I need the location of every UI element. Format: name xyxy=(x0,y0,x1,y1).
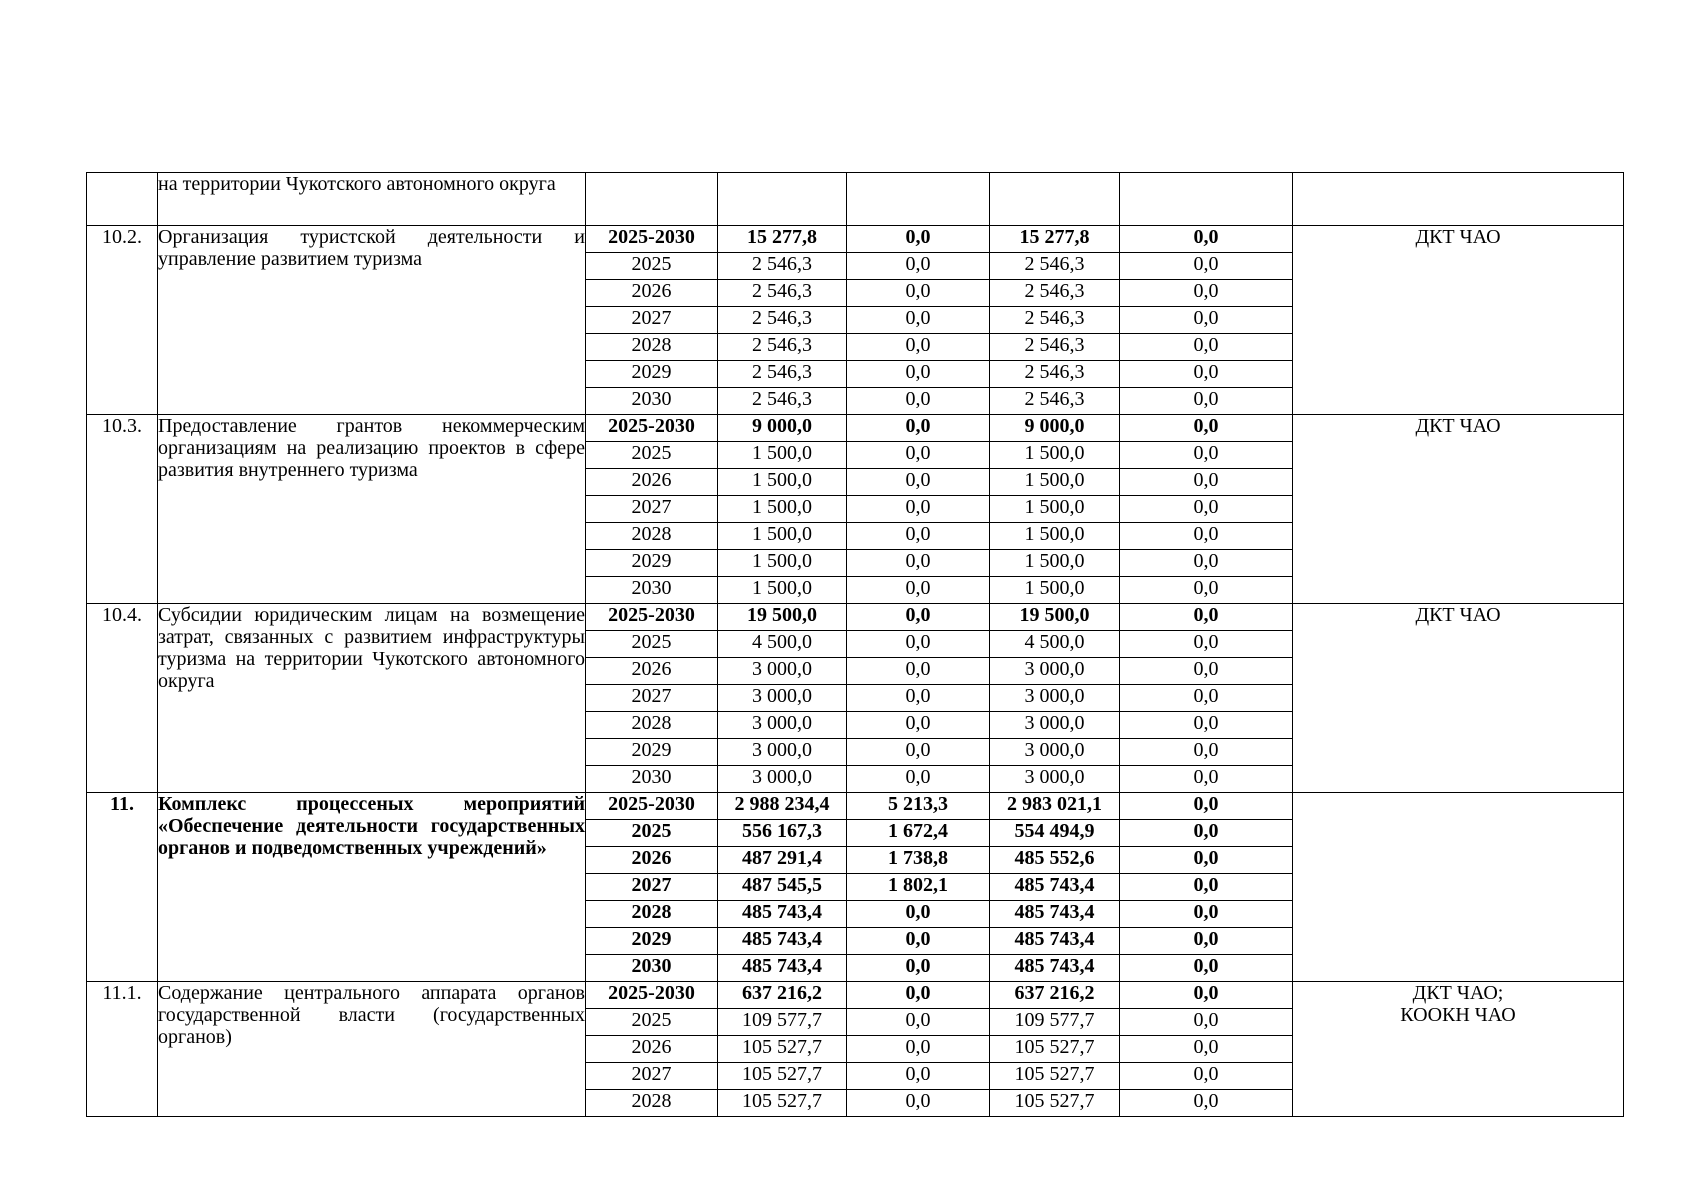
item-number: 10.4. xyxy=(87,604,158,793)
total-cell: 556 167,3 xyxy=(718,820,847,847)
other-cell: 0,0 xyxy=(1120,982,1293,1009)
other-cell: 0,0 xyxy=(1120,766,1293,793)
other-cell: 0,0 xyxy=(1120,928,1293,955)
continuation-description: на территории Чукотского автономного округа xyxy=(158,173,586,226)
regional-cell: 2 546,3 xyxy=(990,253,1120,280)
other-cell: 0,0 xyxy=(1120,577,1293,604)
period-cell: 2025-2030 xyxy=(586,982,718,1009)
regional-cell: 2 546,3 xyxy=(990,280,1120,307)
continuation-row xyxy=(87,173,1624,226)
period-cell: 2028 xyxy=(586,712,718,739)
period-cell: 2029 xyxy=(586,361,718,388)
regional-cell: 105 527,7 xyxy=(990,1036,1120,1063)
regional-cell: 2 546,3 xyxy=(990,388,1120,415)
total-cell: 19 500,0 xyxy=(718,604,847,631)
other-cell: 0,0 xyxy=(1120,361,1293,388)
total-cell: 1 500,0 xyxy=(718,496,847,523)
regional-cell: 2 546,3 xyxy=(990,307,1120,334)
other-cell: 0,0 xyxy=(1120,631,1293,658)
executor-cell xyxy=(1293,604,1624,793)
regional-cell: 105 527,7 xyxy=(990,1063,1120,1090)
period-cell: 2030 xyxy=(586,577,718,604)
total-cell: 1 500,0 xyxy=(718,523,847,550)
regional-cell: 1 500,0 xyxy=(990,550,1120,577)
other-cell: 0,0 xyxy=(1120,901,1293,928)
executor-name: ДКТ ЧАО; xyxy=(1412,982,1504,1004)
federal-cell: 0,0 xyxy=(847,469,990,496)
continuation-other-cell xyxy=(1120,173,1293,226)
federal-cell: 5 213,3 xyxy=(847,793,990,820)
period-cell: 2026 xyxy=(586,847,718,874)
other-cell: 0,0 xyxy=(1120,1009,1293,1036)
executor-name: ДКТ ЧАО xyxy=(1415,415,1501,437)
federal-cell: 0,0 xyxy=(847,307,990,334)
regional-cell: 637 216,2 xyxy=(990,982,1120,1009)
total-cell: 3 000,0 xyxy=(718,658,847,685)
period-cell: 2025 xyxy=(586,442,718,469)
continuation-number-cell xyxy=(87,173,158,226)
regional-cell: 9 000,0 xyxy=(990,415,1120,442)
other-cell: 0,0 xyxy=(1120,226,1293,253)
budget-table xyxy=(86,172,1624,1117)
federal-cell: 0,0 xyxy=(847,1036,990,1063)
federal-cell: 0,0 xyxy=(847,631,990,658)
total-cell: 105 527,7 xyxy=(718,1036,847,1063)
total-cell: 2 546,3 xyxy=(718,307,847,334)
period-cell: 2027 xyxy=(586,307,718,334)
federal-cell: 0,0 xyxy=(847,1090,990,1117)
total-cell: 487 545,5 xyxy=(718,874,847,901)
period-cell: 2028 xyxy=(586,334,718,361)
period-cell: 2028 xyxy=(586,1090,718,1117)
period-cell: 2029 xyxy=(586,928,718,955)
federal-cell: 0,0 xyxy=(847,658,990,685)
regional-cell: 3 000,0 xyxy=(990,685,1120,712)
regional-cell: 1 500,0 xyxy=(990,442,1120,469)
regional-cell: 3 000,0 xyxy=(990,658,1120,685)
other-cell: 0,0 xyxy=(1120,496,1293,523)
total-cell: 105 527,7 xyxy=(718,1090,847,1117)
period-cell: 2026 xyxy=(586,469,718,496)
other-cell: 0,0 xyxy=(1120,793,1293,820)
executor-cell xyxy=(1293,415,1624,604)
regional-cell: 485 743,4 xyxy=(990,901,1120,928)
regional-cell: 485 743,4 xyxy=(990,874,1120,901)
executor-name: КООКН ЧАО xyxy=(1400,1004,1516,1026)
federal-cell: 1 672,4 xyxy=(847,820,990,847)
other-cell: 0,0 xyxy=(1120,280,1293,307)
regional-cell: 1 500,0 xyxy=(990,523,1120,550)
period-cell: 2030 xyxy=(586,388,718,415)
regional-cell: 2 546,3 xyxy=(990,361,1120,388)
item-description: Субсидии юридическим лицам на возмещение затрат, связанных с развитием инфраструктуры туризма на территории Чукотского автономного округа xyxy=(158,604,586,793)
regional-cell: 1 500,0 xyxy=(990,577,1120,604)
federal-cell: 0,0 xyxy=(847,685,990,712)
continuation-executor-cell xyxy=(1293,173,1624,226)
period-cell: 2029 xyxy=(586,739,718,766)
period-cell: 2027 xyxy=(586,1063,718,1090)
other-cell: 0,0 xyxy=(1120,523,1293,550)
period-cell: 2028 xyxy=(586,523,718,550)
other-cell: 0,0 xyxy=(1120,442,1293,469)
total-cell: 1 500,0 xyxy=(718,550,847,577)
federal-cell: 0,0 xyxy=(847,442,990,469)
federal-cell: 0,0 xyxy=(847,226,990,253)
total-cell: 15 277,8 xyxy=(718,226,847,253)
total-cell: 3 000,0 xyxy=(718,766,847,793)
table-row xyxy=(87,604,1624,631)
regional-cell: 3 000,0 xyxy=(990,739,1120,766)
other-cell: 0,0 xyxy=(1120,388,1293,415)
period-cell: 2030 xyxy=(586,766,718,793)
period-cell: 2025-2030 xyxy=(586,226,718,253)
continuation-federal-cell xyxy=(847,173,990,226)
item-description: Комплекс процессеных мероприятий «Обеспечение деятельности государственных органов и подведомственных учреждений» xyxy=(158,793,586,982)
total-cell: 1 500,0 xyxy=(718,469,847,496)
federal-cell: 0,0 xyxy=(847,388,990,415)
period-cell: 2026 xyxy=(586,280,718,307)
total-cell: 2 546,3 xyxy=(718,334,847,361)
period-cell: 2029 xyxy=(586,550,718,577)
federal-cell: 0,0 xyxy=(847,496,990,523)
regional-cell: 2 983 021,1 xyxy=(990,793,1120,820)
item-number: 11.1. xyxy=(87,982,158,1117)
item-number: 10.2. xyxy=(87,226,158,415)
other-cell: 0,0 xyxy=(1120,415,1293,442)
federal-cell: 0,0 xyxy=(847,928,990,955)
period-cell: 2030 xyxy=(586,955,718,982)
period-cell: 2025 xyxy=(586,820,718,847)
other-cell: 0,0 xyxy=(1120,469,1293,496)
other-cell: 0,0 xyxy=(1120,550,1293,577)
regional-cell: 3 000,0 xyxy=(990,712,1120,739)
federal-cell: 0,0 xyxy=(847,577,990,604)
table-body xyxy=(87,173,1624,1117)
period-cell: 2027 xyxy=(586,685,718,712)
total-cell: 2 546,3 xyxy=(718,253,847,280)
total-cell: 1 500,0 xyxy=(718,577,847,604)
period-cell: 2025-2030 xyxy=(586,604,718,631)
total-cell: 105 527,7 xyxy=(718,1063,847,1090)
federal-cell: 0,0 xyxy=(847,253,990,280)
continuation-total-cell xyxy=(718,173,847,226)
regional-cell: 19 500,0 xyxy=(990,604,1120,631)
total-cell: 637 216,2 xyxy=(718,982,847,1009)
regional-cell: 485 743,4 xyxy=(990,928,1120,955)
total-cell: 4 500,0 xyxy=(718,631,847,658)
regional-cell: 3 000,0 xyxy=(990,766,1120,793)
other-cell: 0,0 xyxy=(1120,253,1293,280)
period-cell: 2026 xyxy=(586,658,718,685)
other-cell: 0,0 xyxy=(1120,1036,1293,1063)
regional-cell: 1 500,0 xyxy=(990,496,1120,523)
federal-cell: 0,0 xyxy=(847,766,990,793)
other-cell: 0,0 xyxy=(1120,604,1293,631)
period-cell: 2028 xyxy=(586,901,718,928)
period-cell: 2027 xyxy=(586,496,718,523)
table-row xyxy=(87,415,1624,442)
federal-cell: 0,0 xyxy=(847,334,990,361)
total-cell: 2 988 234,4 xyxy=(718,793,847,820)
regional-cell: 485 552,6 xyxy=(990,847,1120,874)
executor-cell xyxy=(1293,226,1624,415)
other-cell: 0,0 xyxy=(1120,955,1293,982)
federal-cell: 0,0 xyxy=(847,604,990,631)
other-cell: 0,0 xyxy=(1120,739,1293,766)
continuation-period-cell xyxy=(586,173,718,226)
period-cell: 2027 xyxy=(586,874,718,901)
federal-cell: 0,0 xyxy=(847,523,990,550)
regional-cell: 554 494,9 xyxy=(990,820,1120,847)
regional-cell: 4 500,0 xyxy=(990,631,1120,658)
item-number: 11. xyxy=(87,793,158,982)
period-cell: 2025 xyxy=(586,631,718,658)
other-cell: 0,0 xyxy=(1120,874,1293,901)
period-cell: 2025 xyxy=(586,1009,718,1036)
federal-cell: 0,0 xyxy=(847,550,990,577)
other-cell: 0,0 xyxy=(1120,307,1293,334)
item-description: Содержание центрального аппарата органов государственной власти (государственных органов) xyxy=(158,982,586,1117)
federal-cell: 0,0 xyxy=(847,1063,990,1090)
regional-cell: 485 743,4 xyxy=(990,955,1120,982)
federal-cell: 0,0 xyxy=(847,901,990,928)
total-cell: 2 546,3 xyxy=(718,361,847,388)
item-number: 10.3. xyxy=(87,415,158,604)
period-cell: 2026 xyxy=(586,1036,718,1063)
total-cell: 3 000,0 xyxy=(718,685,847,712)
total-cell: 2 546,3 xyxy=(718,280,847,307)
total-cell: 3 000,0 xyxy=(718,739,847,766)
federal-cell: 0,0 xyxy=(847,955,990,982)
total-cell: 3 000,0 xyxy=(718,712,847,739)
total-cell: 2 546,3 xyxy=(718,388,847,415)
period-cell: 2025-2030 xyxy=(586,415,718,442)
total-cell: 485 743,4 xyxy=(718,928,847,955)
period-cell: 2025 xyxy=(586,253,718,280)
federal-cell: 0,0 xyxy=(847,361,990,388)
item-description: Предоставление грантов некоммерческим организациям на реализацию проектов в сфере развития внутреннего туризма xyxy=(158,415,586,604)
other-cell: 0,0 xyxy=(1120,1090,1293,1117)
period-cell: 2025-2030 xyxy=(586,793,718,820)
continuation-regional-cell xyxy=(990,173,1120,226)
federal-cell: 0,0 xyxy=(847,982,990,1009)
total-cell: 9 000,0 xyxy=(718,415,847,442)
federal-cell: 0,0 xyxy=(847,1009,990,1036)
regional-cell: 2 546,3 xyxy=(990,334,1120,361)
executor-cell xyxy=(1293,793,1624,982)
other-cell: 0,0 xyxy=(1120,820,1293,847)
other-cell: 0,0 xyxy=(1120,847,1293,874)
federal-cell: 0,0 xyxy=(847,280,990,307)
federal-cell: 0,0 xyxy=(847,415,990,442)
total-cell: 1 500,0 xyxy=(718,442,847,469)
table-row xyxy=(87,982,1624,1009)
executor-name: ДКТ ЧАО xyxy=(1415,226,1501,248)
total-cell: 485 743,4 xyxy=(718,955,847,982)
regional-cell: 15 277,8 xyxy=(990,226,1120,253)
other-cell: 0,0 xyxy=(1120,712,1293,739)
regional-cell: 1 500,0 xyxy=(990,469,1120,496)
federal-cell: 1 738,8 xyxy=(847,847,990,874)
regional-cell: 109 577,7 xyxy=(990,1009,1120,1036)
table-row xyxy=(87,226,1624,253)
table-row xyxy=(87,793,1624,820)
other-cell: 0,0 xyxy=(1120,334,1293,361)
item-description: Организация туристской деятельности и управление развитием туризма xyxy=(158,226,586,415)
total-cell: 487 291,4 xyxy=(718,847,847,874)
total-cell: 485 743,4 xyxy=(718,901,847,928)
federal-cell: 0,0 xyxy=(847,712,990,739)
federal-cell: 0,0 xyxy=(847,739,990,766)
other-cell: 0,0 xyxy=(1120,1063,1293,1090)
executor-cell xyxy=(1293,982,1624,1117)
regional-cell: 105 527,7 xyxy=(990,1090,1120,1117)
federal-cell: 1 802,1 xyxy=(847,874,990,901)
executor-name: ДКТ ЧАО xyxy=(1415,604,1501,626)
other-cell: 0,0 xyxy=(1120,658,1293,685)
total-cell: 109 577,7 xyxy=(718,1009,847,1036)
other-cell: 0,0 xyxy=(1120,685,1293,712)
